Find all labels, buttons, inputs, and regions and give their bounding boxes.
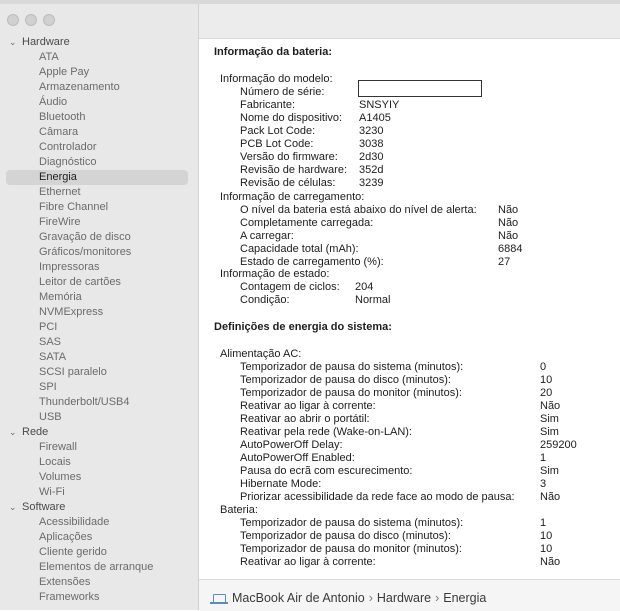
sidebar-item-label: Firewall bbox=[39, 441, 77, 453]
ac-setting-label: Priorizar acessibilidade da rede face ao modo de pausa: bbox=[240, 491, 515, 503]
sidebar-item-sas[interactable] bbox=[0, 335, 198, 350]
model-info-label: Informação do modelo: bbox=[220, 73, 333, 85]
chevron-down-icon[interactable]: ⌄ bbox=[9, 427, 17, 437]
model-value: SNSYIY bbox=[359, 99, 400, 111]
sidebar-item-acessibilidade[interactable] bbox=[0, 515, 198, 530]
model-value: 2d30 bbox=[359, 151, 384, 163]
sidebar-item-label: Ethernet bbox=[39, 186, 81, 198]
battery-setting-label: Temporizador de pausa do disco (minutos): bbox=[240, 530, 451, 542]
detail-pane bbox=[199, 4, 620, 610]
sidebar-item-label: SAS bbox=[39, 336, 62, 348]
sidebar-item-label: Controlador bbox=[39, 141, 97, 153]
sidebar-item-label: SATA bbox=[39, 351, 67, 363]
sidebar-item-armazenamento[interactable] bbox=[0, 80, 198, 95]
sidebar-category-label: Hardware bbox=[22, 36, 70, 48]
ac-setting-value: Não bbox=[540, 400, 561, 412]
sidebar-item-pci[interactable] bbox=[0, 320, 198, 335]
charge-label: Estado de carregamento (%): bbox=[240, 256, 384, 268]
ac-setting-value: 259200 bbox=[540, 439, 577, 451]
model-value: A1405 bbox=[359, 112, 391, 124]
sidebar-item-label: Gravação de disco bbox=[39, 231, 131, 243]
sidebar-item-apple-pay[interactable] bbox=[0, 65, 198, 80]
sidebar-item-label: PCI bbox=[39, 321, 58, 333]
battery-info-heading: Informação da bateria: bbox=[214, 46, 332, 58]
battery-setting-value: 10 bbox=[540, 530, 553, 542]
ac-setting-label: AutoPowerOff Delay: bbox=[240, 439, 343, 451]
sidebar-item-label: Wi-Fi bbox=[39, 486, 65, 498]
sidebar-item-label: Locais bbox=[39, 456, 71, 468]
ac-setting-label: Pausa do ecrã com escurecimento: bbox=[240, 465, 413, 477]
ac-setting-value: 3 bbox=[540, 478, 547, 490]
ac-setting-value: Sim bbox=[540, 413, 559, 425]
battery-setting-label: Temporizador de pausa do sistema (minutos): bbox=[240, 517, 464, 529]
ac-setting-label: Temporizador de pausa do sistema (minutos): bbox=[240, 361, 464, 373]
sidebar-item-label: Câmara bbox=[39, 126, 79, 138]
ac-setting-label: Reativar ao abrir o portátil: bbox=[240, 413, 370, 425]
model-label: PCB Lot Code: bbox=[240, 138, 314, 150]
model-label: Revisão de hardware: bbox=[240, 164, 348, 176]
sidebar-item-label: Apple Pay bbox=[39, 66, 90, 78]
sidebar-item-label: NVMExpress bbox=[39, 306, 104, 318]
power-settings-heading: Definições de energia do sistema: bbox=[214, 321, 392, 333]
ac-setting-label: Temporizador de pausa do monitor (minutos): bbox=[240, 387, 462, 399]
sidebar-item-aplicacoes[interactable] bbox=[0, 530, 198, 545]
sidebar-item-audio[interactable] bbox=[0, 95, 198, 110]
sidebar-category-software[interactable] bbox=[0, 500, 198, 515]
sidebar-category-hardware[interactable] bbox=[0, 35, 198, 50]
sidebar-item-nvmexpress[interactable] bbox=[0, 305, 198, 320]
battery-setting-label: Temporizador de pausa do monitor (minutos): bbox=[240, 543, 462, 555]
model-label: Fabricante: bbox=[240, 99, 296, 111]
ac-setting-value: 10 bbox=[540, 374, 553, 386]
ac-setting-value: 1 bbox=[540, 452, 547, 464]
sidebar-item-label: SPI bbox=[39, 381, 57, 393]
state-value: 204 bbox=[355, 281, 374, 293]
sidebar-item-leitor-de-cartoes[interactable] bbox=[0, 275, 198, 290]
sidebar-item-sata[interactable] bbox=[0, 350, 198, 365]
sidebar-item-ethernet[interactable] bbox=[0, 185, 198, 200]
charge-label: Capacidade total (mAh): bbox=[240, 243, 359, 255]
charge-value: 6884 bbox=[498, 243, 523, 255]
charge-value: 27 bbox=[498, 256, 511, 268]
sidebar-item-label: Memória bbox=[39, 291, 82, 303]
sidebar-item-label: Extensões bbox=[39, 576, 91, 588]
ac-setting-label: Hibernate Mode: bbox=[240, 478, 322, 490]
ac-setting-label: Reativar ao ligar à corrente: bbox=[240, 400, 376, 412]
model-label: Nome do dispositivo: bbox=[240, 112, 343, 124]
close-window-button[interactable] bbox=[7, 14, 19, 26]
sidebar-item-volumes[interactable] bbox=[0, 470, 198, 485]
charge-value: Não bbox=[498, 204, 519, 216]
breadcrumb-item[interactable]: Hardware bbox=[376, 591, 432, 605]
sidebar-category-label: Software bbox=[22, 501, 66, 513]
sidebar-category-rede[interactable] bbox=[0, 425, 198, 440]
ac-setting-label: AutoPowerOff Enabled: bbox=[240, 452, 355, 464]
state-label: Condição: bbox=[240, 294, 290, 306]
model-value: 352d bbox=[359, 164, 384, 176]
breadcrumb-item[interactable]: MacBook Air de Antonio bbox=[232, 591, 365, 605]
sidebar-tree bbox=[0, 35, 198, 605]
toolbar bbox=[199, 4, 620, 39]
ac-setting-value: 20 bbox=[540, 387, 553, 399]
sidebar-item-label: Volumes bbox=[39, 471, 82, 483]
ac-setting-value: Não bbox=[540, 491, 561, 503]
sidebar-item-fibre-channel[interactable] bbox=[0, 200, 198, 215]
ac-setting-label: Temporizador de pausa do disco (minutos): bbox=[240, 374, 451, 386]
ac-setting-label: Reativar pela rede (Wake-on-LAN): bbox=[240, 426, 412, 438]
model-value: 3038 bbox=[359, 138, 384, 150]
sidebar-item-label: Fibre Channel bbox=[39, 201, 109, 213]
ac-setting-value: 0 bbox=[540, 361, 547, 373]
sidebar-item-label: Áudio bbox=[39, 96, 68, 108]
model-label: Revisão de células: bbox=[240, 177, 336, 189]
model-value: 3230 bbox=[359, 125, 384, 137]
sidebar-item-firewall[interactable] bbox=[0, 440, 198, 455]
sidebar-item-energia[interactable] bbox=[0, 170, 198, 185]
breadcrumb-item[interactable]: Energia bbox=[443, 591, 487, 605]
sidebar-item-usb[interactable] bbox=[0, 410, 198, 425]
sidebar-item-label: Thunderbolt/USB4 bbox=[39, 396, 130, 408]
sidebar-item-controlador[interactable] bbox=[0, 140, 198, 155]
sidebar bbox=[0, 4, 199, 610]
ac-setting-value: Sim bbox=[540, 426, 559, 438]
sidebar-item-firewire[interactable] bbox=[0, 215, 198, 230]
sidebar-item-label: FireWire bbox=[39, 216, 81, 228]
sidebar-item-elementos-de-arranque[interactable] bbox=[0, 560, 198, 575]
sidebar-item-gravacao-de-disco[interactable] bbox=[0, 230, 198, 245]
model-value: 3239 bbox=[359, 177, 384, 189]
chevron-down-icon[interactable]: ⌄ bbox=[9, 502, 17, 512]
state-info-label: Informação de estado: bbox=[220, 268, 330, 280]
sidebar-item-graficos-monitores[interactable] bbox=[0, 245, 198, 260]
model-label: Versão do firmware: bbox=[240, 151, 338, 163]
battery-setting-label: Reativar ao ligar à corrente: bbox=[240, 556, 376, 568]
chevron-right-icon: › bbox=[368, 591, 373, 605]
sidebar-item-label: USB bbox=[39, 411, 62, 423]
sidebar-item-extensoes[interactable] bbox=[0, 575, 198, 590]
zoom-window-button[interactable] bbox=[43, 14, 55, 26]
sidebar-item-label: Bluetooth bbox=[39, 111, 86, 123]
battery-power-label: Bateria: bbox=[220, 504, 258, 516]
sidebar-item-label: Frameworks bbox=[39, 591, 100, 603]
sidebar-item-scsi-paralelo[interactable] bbox=[0, 365, 198, 380]
sidebar-item-label: ATA bbox=[39, 51, 59, 63]
ac-setting-value: Sim bbox=[540, 465, 559, 477]
charge-label: A carregar: bbox=[240, 230, 294, 242]
charge-info-label: Informação de carregamento: bbox=[220, 191, 365, 203]
model-label: Pack Lot Code: bbox=[240, 125, 316, 137]
sidebar-item-label: Armazenamento bbox=[39, 81, 120, 93]
charge-value: Não bbox=[498, 217, 519, 229]
sidebar-item-memoria[interactable] bbox=[0, 290, 198, 305]
serial-number-redaction-box bbox=[358, 80, 482, 97]
sidebar-item-label: Diagnóstico bbox=[39, 156, 97, 168]
sidebar-item-diagnostico[interactable] bbox=[0, 155, 198, 170]
sidebar-item-label: Elementos de arranque bbox=[39, 561, 154, 573]
chevron-down-icon[interactable]: ⌄ bbox=[9, 37, 17, 47]
sidebar-item-frameworks[interactable] bbox=[0, 590, 198, 605]
chevron-right-icon: › bbox=[435, 591, 440, 605]
breadcrumb bbox=[213, 591, 486, 605]
sidebar-item-label: Gráficos/monitores bbox=[39, 246, 132, 258]
sidebar-item-locais[interactable] bbox=[0, 455, 198, 470]
model-label: Número de série: bbox=[240, 86, 325, 98]
ac-power-label: Alimentação AC: bbox=[220, 348, 302, 360]
charge-label: Completamente carregada: bbox=[240, 217, 374, 229]
charge-label: O nível da bateria está abaixo do nível de alerta: bbox=[240, 204, 477, 216]
sidebar-item-label: Energia bbox=[39, 171, 77, 183]
battery-setting-value: 1 bbox=[540, 517, 547, 529]
path-bar bbox=[199, 579, 620, 611]
sidebar-item-thunderbolt-usb4[interactable] bbox=[0, 395, 198, 410]
battery-setting-value: 10 bbox=[540, 543, 553, 555]
minimize-window-button[interactable] bbox=[25, 14, 37, 26]
laptop-icon bbox=[213, 594, 226, 603]
sidebar-item-camara[interactable] bbox=[0, 125, 198, 140]
sidebar-item-ata[interactable] bbox=[0, 50, 198, 65]
charge-value: Não bbox=[498, 230, 519, 242]
sidebar-item-wi-fi[interactable] bbox=[0, 485, 198, 500]
sidebar-item-label: Aplicações bbox=[39, 531, 93, 543]
battery-setting-value: Não bbox=[540, 556, 561, 568]
sidebar-item-impressoras[interactable] bbox=[0, 260, 198, 275]
sidebar-item-bluetooth[interactable] bbox=[0, 110, 198, 125]
sidebar-item-spi[interactable] bbox=[0, 380, 198, 395]
sidebar-item-label: SCSI paralelo bbox=[39, 366, 107, 378]
selection-highlight bbox=[6, 170, 188, 185]
sidebar-category-label: Rede bbox=[22, 426, 49, 438]
state-label: Contagem de ciclos: bbox=[240, 281, 340, 293]
sidebar-item-label: Impressoras bbox=[39, 261, 100, 273]
sidebar-item-label: Cliente gerido bbox=[39, 546, 107, 558]
sidebar-item-label: Acessibilidade bbox=[39, 516, 110, 528]
sidebar-item-label: Leitor de cartões bbox=[39, 276, 121, 288]
sidebar-item-cliente-gerido[interactable] bbox=[0, 545, 198, 560]
state-value: Normal bbox=[355, 294, 391, 306]
